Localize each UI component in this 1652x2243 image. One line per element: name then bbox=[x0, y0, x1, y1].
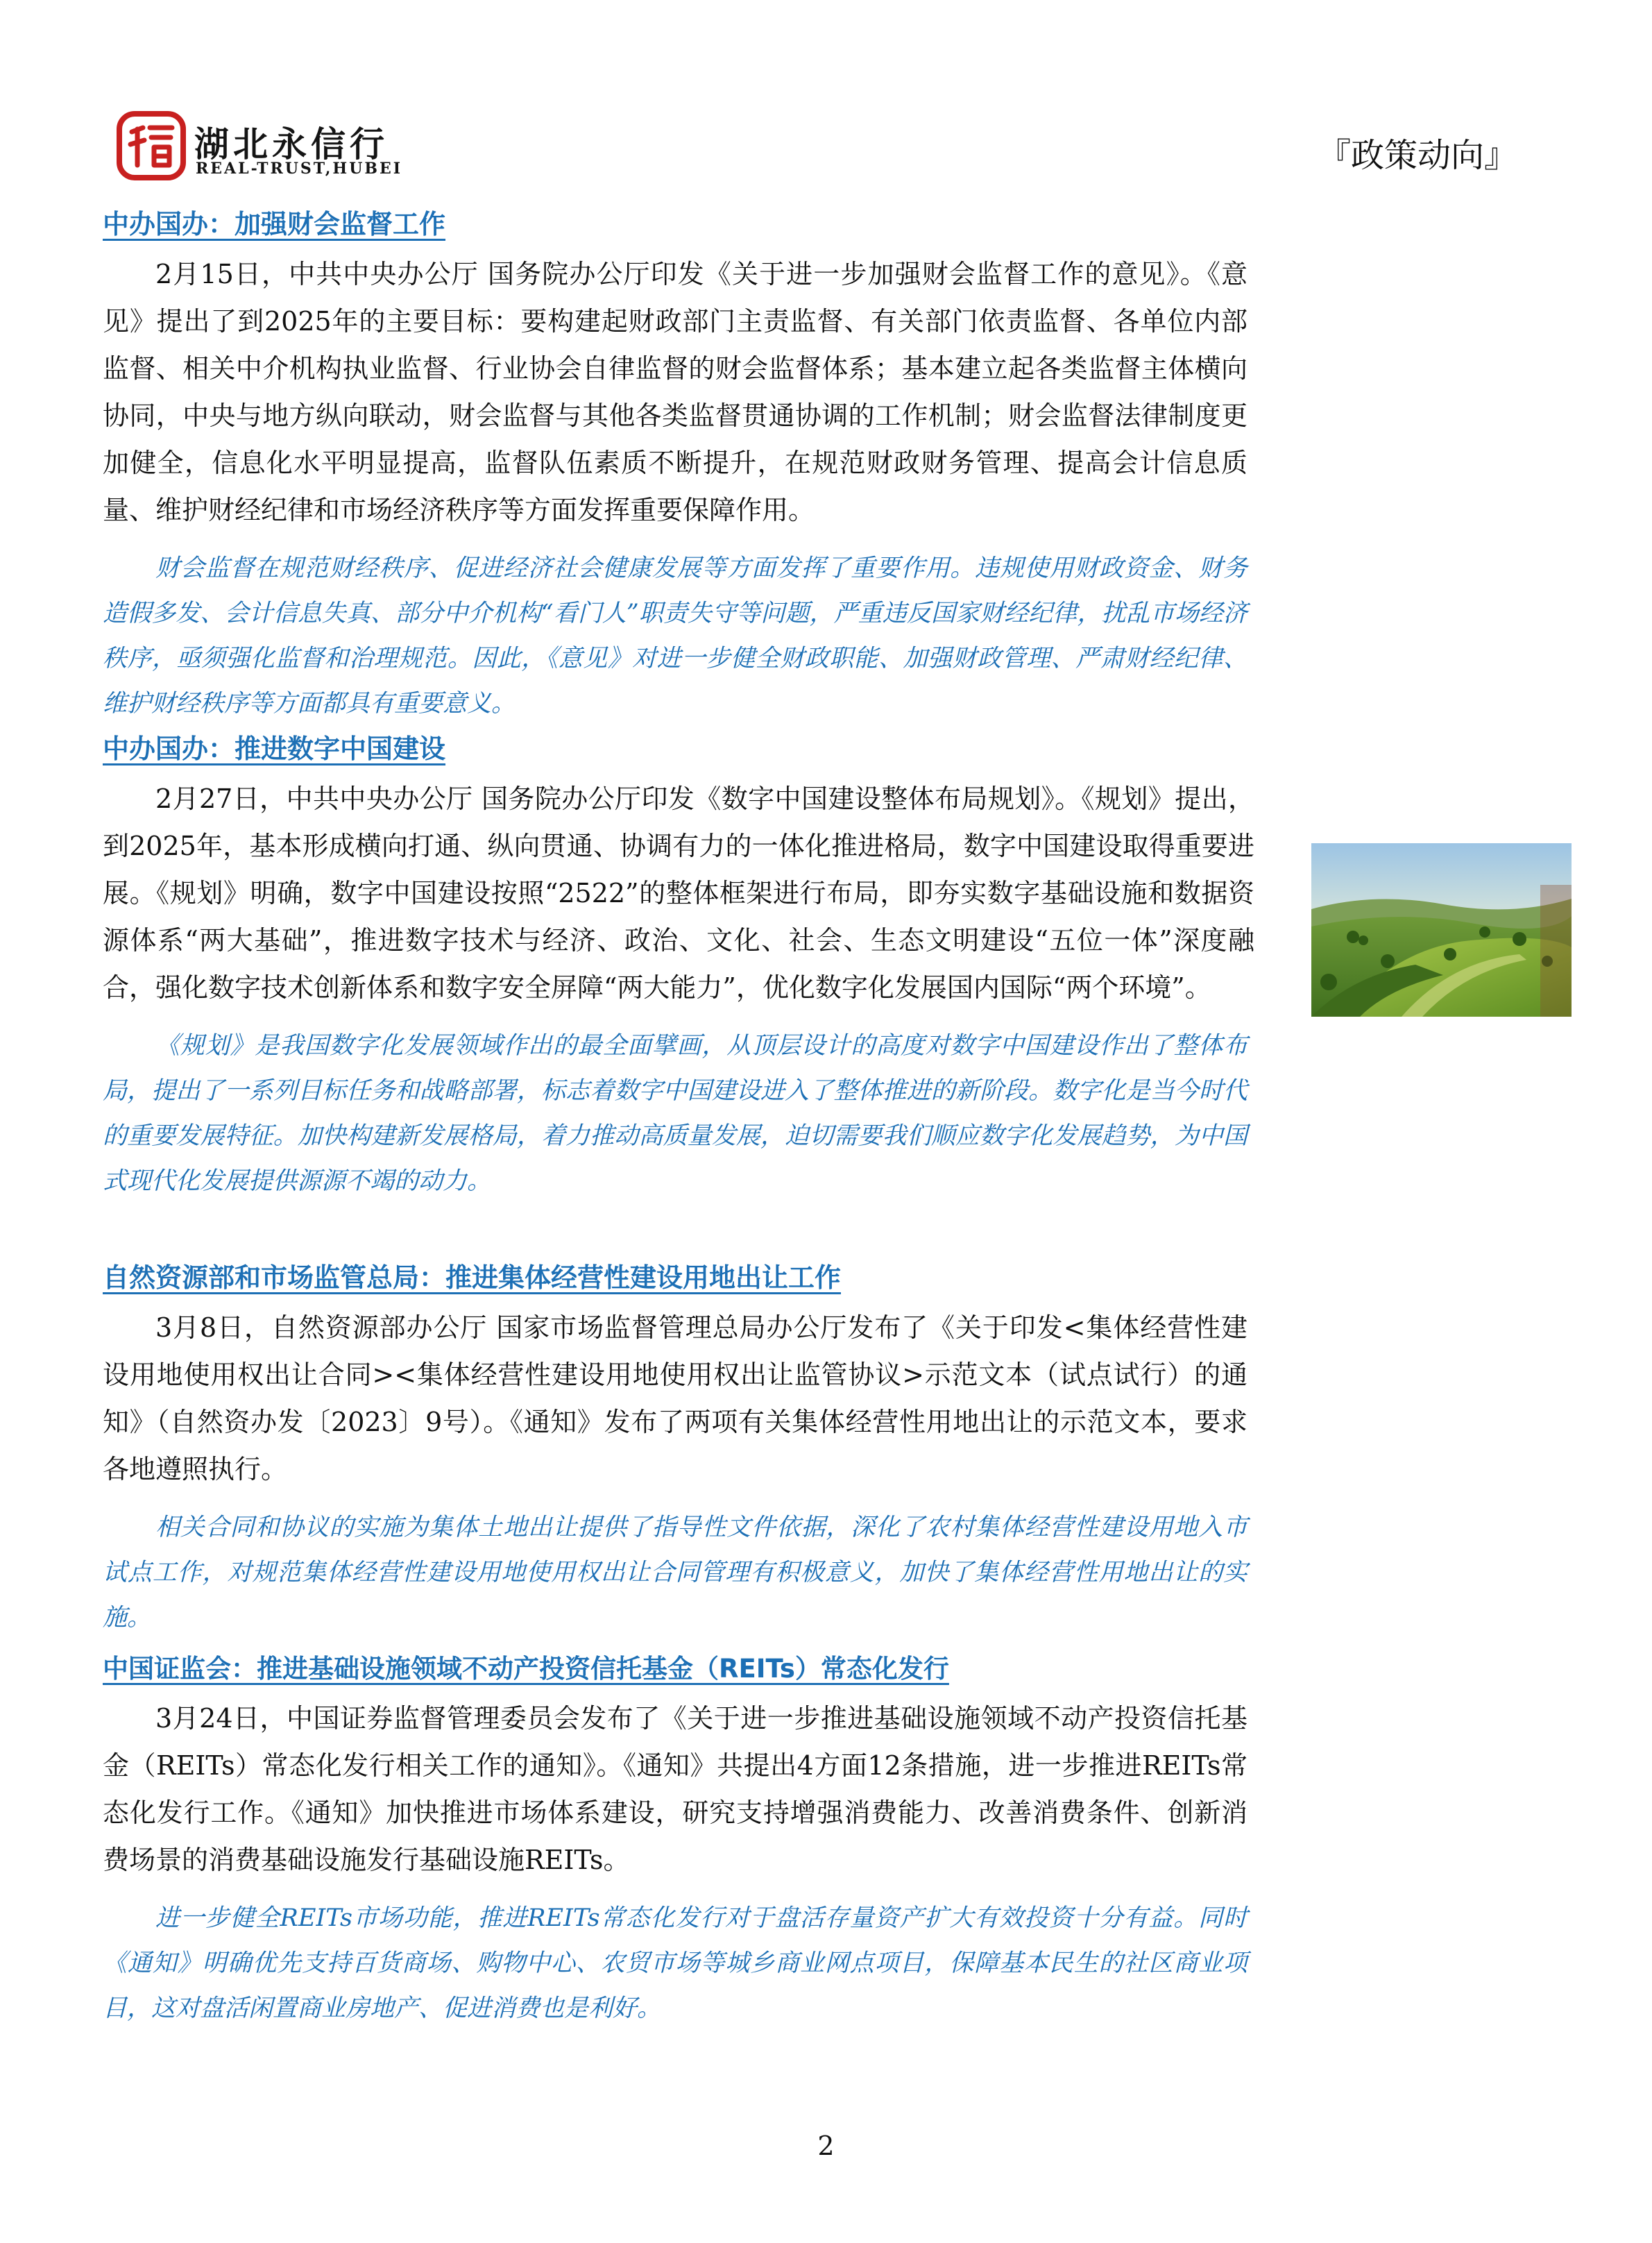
logo-english-name: REAL-TRUST,HUBEI bbox=[196, 160, 403, 178]
news-section-digital-china bbox=[103, 727, 1254, 1204]
landscape-image bbox=[1311, 843, 1572, 1017]
section-body: 2月15日，中共中央办公厅 国务院办公厅印发《关于进一步加强财会监督工作的意见》。《意见》提出了到2025年的主要目标：要构建起财政部门主责监督、有关部门依责监督、各单位内部监督、相关中介机构执业监督、行业协会自律监督的财会监督体系；基本建立起各类监督主体横向协同，中央与地方纵向联动，财会监督与其他各类监督贯通协调的工作机制；财会监督法律制度更加健全，信息化水平明显提高，监督队伍素质不断提升，在规范财政财务管理、提高会计信息质量、维护财经纪律和市场经济秩序等方面发挥重要保障作用。 bbox=[103, 259, 1247, 525]
section-body: 2月27日，中共中央办公厅 国务院办公厅印发《数字中国建设整体布局规划》。《规划》提出，到2025年，基本形成横向打通、纵向贯通、协调有力的一体化推进格局，数字中国建设取得重要进展。《规划》明确，数字中国建设按照“2522”的整体框架进行布局，即夯实数字基础设施和数据资源体系“两大基础”，推进数字技术与经济、政治、文化、社会、生态文明建设“五位一体”深度融合，强化数字技术创新体系和数字安全屏障“两大能力”，优化数字化发展国内国际“两个环境”。 bbox=[103, 784, 1254, 1003]
news-section-collective-land bbox=[103, 1256, 1247, 1641]
section-comment: 进一步健全REITs市场功能，推进REITs常态化发行对于盘活存量资产扩大有效投资十分有益。同时《通知》明确优先支持百货商场、购物中心、农贸市场等城乡商业网点项目，保障基本民生的社区商业项目，这对盘活闲置商业房地产、促进消费也是利好。 bbox=[103, 1904, 1247, 2022]
section-comment: 《规划》是我国数字化发展领域作出的最全面擘画，从顶层设计的高度对数字中国建设作出了整体布局，提出了一系列目标任务和战略部署，标志着数字中国建设进入了整体推进的新阶段。数字化是当今时代的重要发展特征。加快构建新发展格局，着力推动高质量发展，迫切需要我们顺应数字化发展趋势，为中国式现代化发展提供源源不竭的动力。 bbox=[103, 1032, 1247, 1195]
landscape-photo-icon bbox=[1311, 843, 1572, 1017]
logo-chinese-name: 湖北永信行 bbox=[194, 124, 389, 164]
section-title: 中办国办：推进数字中国建设 bbox=[103, 734, 446, 764]
company-logo bbox=[117, 111, 422, 187]
news-section-financial-supervision bbox=[103, 203, 1247, 727]
section-comment: 财会监督在规范财经秩序、促进经济社会健康发展等方面发挥了重要作用。违规使用财政资金、财务造假多发、会计信息失真、部分中介机构“看门人”职责失守等问题，严重违反国家财经纪律，扰乱市场经济秩序，亟须强化监督和治理规范。因此，《意见》对进一步健全财政职能、加强财政管理、严肃财经纪律、维护财经秩序等方面都具有重要意义。 bbox=[103, 555, 1247, 718]
section-title: 自然资源部和市场监管总局：推进集体经营性建设用地出让工作 bbox=[103, 1262, 842, 1293]
news-section-reits bbox=[103, 1648, 1247, 2031]
section-comment: 相关合同和协议的实施为集体土地出让提供了指导性文件依据，深化了农村集体经营性建设用地入市试点工作，对规范集体经营性建设用地使用权出让合同管理有积极意义，加快了集体经营性用地出让的实施。 bbox=[103, 1514, 1247, 1632]
section-title: 中办国办：加强财会监督工作 bbox=[103, 209, 446, 239]
page-number: 2 bbox=[817, 2131, 835, 2161]
seal-logo-icon bbox=[117, 111, 186, 180]
section-tag: 『政策动向』 bbox=[1317, 136, 1517, 175]
section-body: 3月8日，自然资源部办公厅 国家市场监督管理总局办公厅发布了《关于印发<集体经营性建设用地使用权出让合同><集体经营性建设用地使用权出让监管协议>示范文本（试点试行）的通知》（自然资办发〔2023〕9号）。《通知》发布了两项有关集体经营性用地出让的示范文本，要求各地遵照执行。 bbox=[103, 1312, 1247, 1484]
section-title: 中国证监会：推进基础设施领域不动产投资信托基金（REITs）常态化发行 bbox=[103, 1654, 949, 1684]
section-body: 3月24日，中国证券监督管理委员会发布了《关于进一步推进基础设施领域不动产投资信托基金（REITs）常态化发行相关工作的通知》。《通知》共提出4方面12条措施，进一步推进REITs常态化发行工作。《通知》加快推进市场体系建设，研究支持增强消费能力、改善消费条件、创新消费场景的消费基础设施发行基础设施REITs。 bbox=[103, 1703, 1247, 1875]
